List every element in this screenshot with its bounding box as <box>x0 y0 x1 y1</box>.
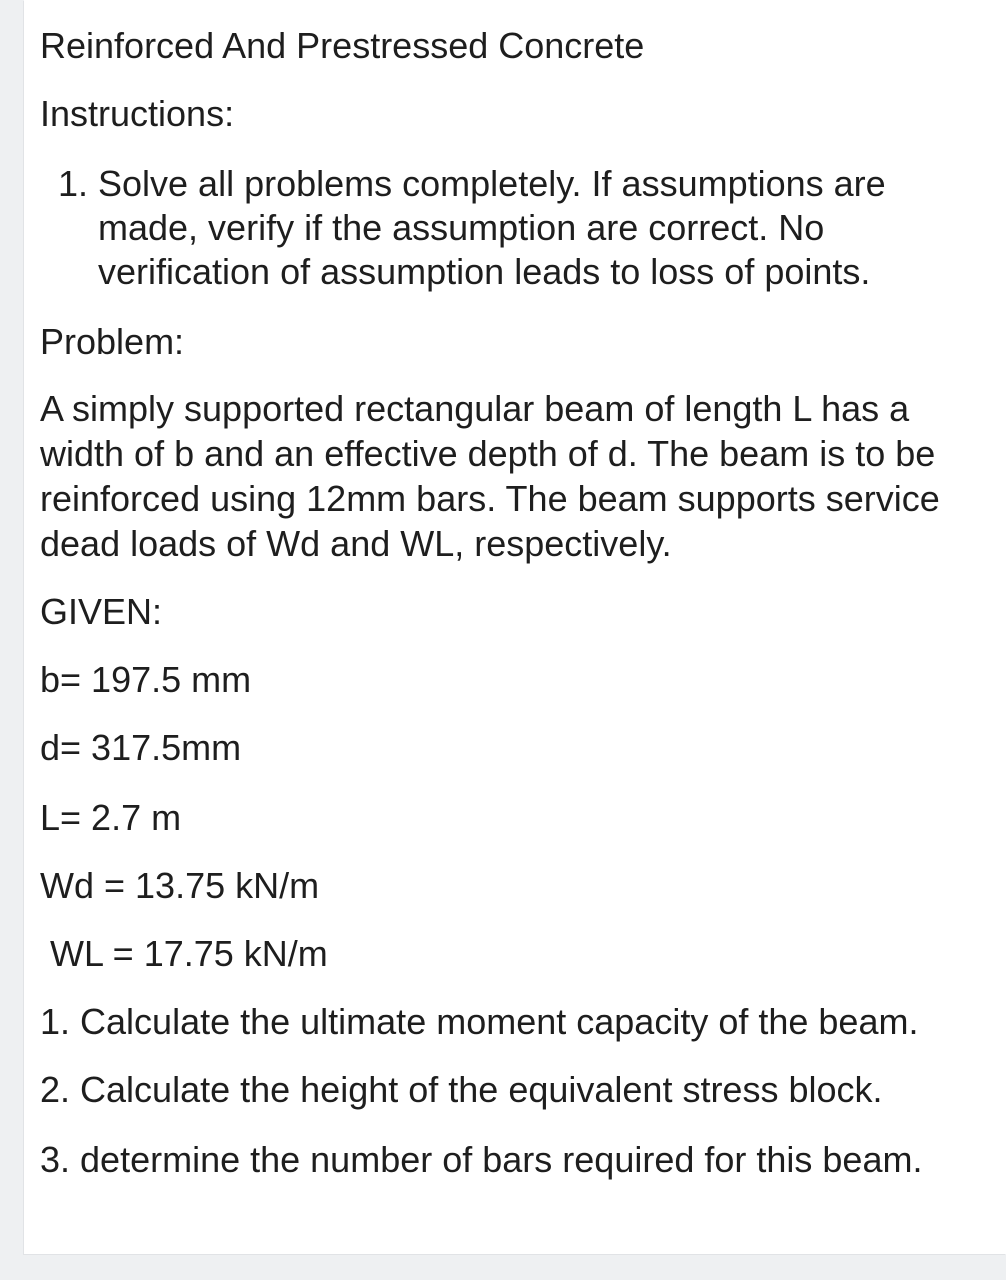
problem-line: reinforced using 12mm bars. The beam supports service <box>40 478 940 519</box>
page-title: Reinforced And Prestressed Concrete <box>40 25 645 66</box>
question-1: 1. Calculate the ultimate moment capacity of the beam. <box>40 1001 919 1042</box>
instruction-line: verification of assumption leads to loss of points. <box>98 251 871 292</box>
given-L-value: L= 2.7 m <box>40 797 182 838</box>
question-3: 3. determine the number of bars required for this beam. <box>40 1139 923 1180</box>
problem-heading: Problem: <box>40 321 185 362</box>
problem-line: width of b and an effective depth of d. The beam is to be <box>40 433 936 474</box>
problem-statement <box>40 386 940 566</box>
given-d-value: d= 317.5mm <box>40 727 242 768</box>
given-WL-value: WL = 17.75 kN/m <box>50 933 328 974</box>
instruction-number: 1. <box>58 163 89 204</box>
problem-line: dead loads of Wd and WL, respectively. <box>40 523 672 564</box>
given-heading: GIVEN: <box>40 591 163 632</box>
question-2: 2. Calculate the height of the equivalent stress block. <box>40 1069 883 1110</box>
instruction-line: made, verify if the assumption are correct. No <box>98 207 825 248</box>
instructions-heading: Instructions: <box>40 93 235 134</box>
instruction-item <box>98 162 886 294</box>
problem-line: A simply supported rectangular beam of length L has a <box>40 388 910 429</box>
given-Wd-value: Wd = 13.75 kN/m <box>40 865 320 906</box>
document-card <box>24 0 1006 1254</box>
instruction-line: Solve all problems completely. If assumptions are <box>98 163 886 204</box>
given-b-value: b= 197.5 mm <box>40 659 252 700</box>
